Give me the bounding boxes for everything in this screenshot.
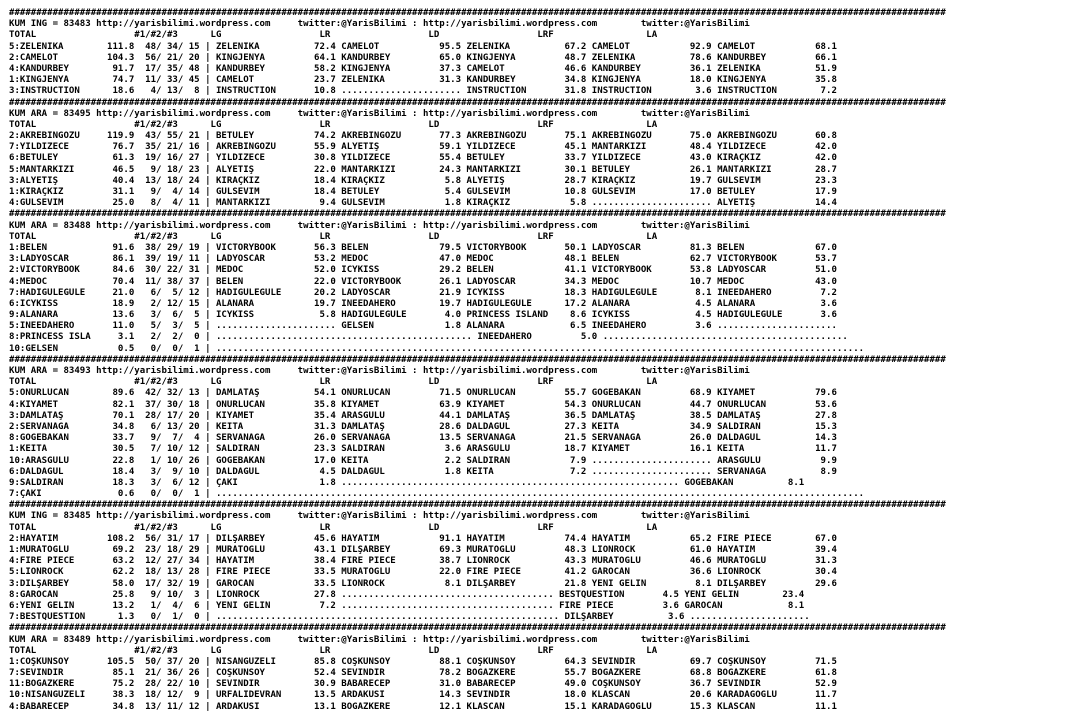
result-row: 6:DALDAGÜL 18.4 3/ 9/ 10 | DALDAGÜL 4.5 DALDAGÜL 1.8 KEITA 7.2 ...................... SERVANAĞA 8.9	[9, 466, 837, 477]
result-row: 2:SERVANAĞA 34.8 6/ 13/ 20 | KEITA 31.3 DAMLATAŞ 28.6 DALDAGÜL 27.3 KEITA 34.9 SALDIRAN 15.3	[9, 421, 837, 432]
result-row: 3:ALYETİŞ 40.4 13/ 18/ 24 | KIRAÇKIZ 18.4 KIRAÇKIZ 5.8 ALYETİŞ 28.7 KIRAÇKIZ 19.7 GÜLSEVİM 23.3	[9, 175, 837, 186]
column-header-line: TOTAL #1/#2/#3 LG LR LD LRF LA	[9, 30, 658, 41]
result-row: 1:COŞKUNSOY 105.5 50/ 37/ 20 | NİSANGÜZELİ 85.8 COŞKUNSOY 88.1 COŞKUNSOY 64.3 SEVİNDİR 69.7 COŞKUNSOY 71.5	[9, 656, 837, 667]
result-row: 6:BETÜLEY 61.3 19/ 16/ 27 | YILDIZECE 30.8 YILDIZECE 55.4 BETÜLEY 33.7 YILDIZECE 43.0 KIRAÇKIZ 42.0	[9, 153, 837, 164]
result-row: 7:BESTQUESTION 1.3 0/ 1/ 0 | ............................................................... DİLŞARBEY 3.6 ......................	[9, 612, 810, 623]
result-row: 4:BABARECEP 34.8 13/ 11/ 12 | ARDAKUSİ 13.1 BOĞAZKERE 12.1 KLASCAN 15.1 KARADAĞOĞLU 15.3 KLASCAN 11.1	[9, 701, 837, 712]
column-header-line: TOTAL #1/#2/#3 LG LR LD LRF LA	[9, 522, 658, 533]
result-row: 6:YENİ GELİN 13.2 1/ 4/ 6 | YENİ GELİN 7.2 ....................................... FIRE PIECE 3.6 GAROCAN 8.1	[9, 600, 805, 611]
result-row: 8:GAROCAN 25.8 9/ 10/ 3 | LIONROCK 27.8 ....................................... BESTQUESTION 4.5 YENİ GELİN 23.4	[9, 589, 805, 600]
race-header-line: KUM ARA = 83493 http://yarisbilimi.wordpress.com twitter:@YarisBilimi : http://yarisbilimi.wordpress.com twitter:@YarisBilimi	[9, 366, 750, 376]
result-row: 5:ZELENİKA 111.8 48/ 34/ 15 | ZELENİKA 72.4 CAMELOT 95.5 ZELENİKA 67.2 CAMELOT 92.9 CAMELOT 68.1	[9, 41, 837, 52]
result-row: 3:DAMLATAŞ 70.1 28/ 17/ 20 | KIYAMET 35.4 ARASGÜLÜ 44.1 DAMLATAŞ 36.5 DAMLATAŞ 38.5 DAMLATAŞ 27.8	[9, 410, 837, 421]
race-header-line: KUM ARA = 83495 http://yarisbilimi.wordpress.com twitter:@YarisBilimi : http://yarisbilimi.wordpress.com twitter:@YarisBilimi	[9, 108, 750, 119]
result-row: 3:DİLŞARBEY 58.0 17/ 32/ 19 | GAROCAN 33.5 LIONROCK 8.1 DİLŞARBEY 21.8 YENİ GELİN 8.1 DİLŞARBEY 29.6	[9, 578, 837, 589]
separator-line: ############################################################################################################################################################################	[9, 354, 946, 365]
result-row: 5:LIONROCK 62.2 18/ 13/ 28 | FIRE PIECE 33.5 MURATOĞLU 22.0 FIRE PIECE 41.2 GAROCAN 36.6 LIONROCK 30.4	[9, 567, 837, 578]
result-row: 4:FIRE PIECE 63.2 12/ 27/ 34 | HAYATIM 38.4 FIRE PIECE 38.7 LIONROCK 43.3 MURATOĞLU 46.6 MURATOĞLU 31.3	[9, 556, 837, 567]
result-row: 10:GELSEN 0.5 0/ 0/ 1 | .......................................................................................................................	[9, 343, 865, 354]
result-row: 2:AKREBİNGÖZÜ 119.9 43/ 55/ 21 | BETÜLEY 74.2 AKREBİNGÖZÜ 77.3 AKREBİNGÖZÜ 75.1 AKREBİNGÖZÜ 75.0 AKREBİNGÖZÜ 60.8	[9, 131, 837, 142]
result-row: 4:MEDOC 70.4 11/ 38/ 37 | BELEN 22.0 VICTORYBOOK 26.1 LADYOSCAR 34.3 MEDOC 10.7 MEDOC 43.0	[9, 276, 837, 287]
separator-line: ############################################################################################################################################################################	[9, 209, 946, 220]
race-header-line: KUM ARA = 83489 http://yarisbilimi.wordpress.com twitter:@YarisBilimi : http://yarisbilimi.wordpress.com twitter:@YarisBilimi	[9, 634, 750, 645]
race-header-line: KUM ING = 83485 http://yarisbilimi.wordpress.com twitter:@YarisBilimi : http://yarisbilimi.wordpress.com twitter:@YarisBilimi	[9, 511, 750, 522]
result-row: 4:KANDURBEY 91.7 17/ 35/ 48 | KANDURBEY 58.2 KINGJENYA 37.3 CAMELOT 46.6 KANDURBEY 36.1 ZELENİKA 51.9	[9, 63, 837, 74]
result-row: 1:MURATOĞLU 69.2 23/ 18/ 29 | MURATOĞLU 43.1 DİLŞARBEY 69.3 MURATOĞLU 48.3 LIONROCK 61.0 HAYATIM 39.4	[9, 545, 837, 555]
separator-line: ############################################################################################################################################################################	[9, 97, 946, 108]
result-row: 7:SEVİNDİR 85.1 21/ 36/ 26 | COŞKUNSOY 52.4 SEVİNDİR 78.2 BOĞAZKERE 55.7 BOĞAZKERE 68.8 BOĞAZKERE 61.8	[9, 668, 837, 679]
column-header-line: TOTAL #1/#2/#3 LG LR LD LRF LA	[9, 231, 658, 242]
column-header-line: TOTAL #1/#2/#3 LG LR LD LRF LA	[9, 645, 658, 656]
separator-line: ############################################################################################################################################################################	[9, 623, 946, 634]
result-row: 7:YILDIZECE 76.7 35/ 21/ 16 | AKREBİNGÖZÜ 55.9 ALYETİŞ 59.1 YILDIZECE 45.1 MANTARKIZI 48.4 YILDIZECE 42.0	[9, 142, 837, 153]
result-row: 1:BELEN 91.6 38/ 29/ 19 | VICTORYBOOK 56.3 BELEN 79.5 VICTORYBOOK 50.1 LADYOSCAR 81.3 BELEN 67.0	[9, 242, 837, 253]
separator-line: ############################################################################################################################################################################	[9, 8, 946, 18]
result-row: 8:GÖĞEBAKAN 33.7 9/ 7/ 4 | SERVANAĞA 26.0 SERVANAĞA 13.5 SERVANAĞA 21.5 SERVANAĞA 26.0 DALDAGÜL 14.3	[9, 433, 837, 444]
result-row: 11:BOĞAZKERE 75.2 28/ 22/ 10 | SEVİNDİR 30.9 BABARECEP 31.0 BABARECEP 49.0 COŞKUNSOY 36.7 SEVİNDİR 52.9	[9, 679, 837, 690]
column-header-line: TOTAL #1/#2/#3 LG LR LD LRF LA	[9, 377, 658, 388]
result-row: 7:HADIGÜLEGÜLE 21.0 6/ 5/ 12 | HADIGÜLEGÜLE 20.2 LADYOSCAR 21.9 ICYKISS 18.3 HADIGÜLEGÜLE 8.1 INEEDAHERO 7.2	[9, 287, 837, 298]
result-row: 3:LADYOSCAR 86.1 39/ 19/ 11 | LADYOSCAR 53.2 MEDOC 47.0 MEDOC 48.1 BELEN 62.7 VICTORYBOOK 53.7	[9, 254, 837, 265]
result-row: 1:KIRAÇKIZ 31.1 9/ 4/ 14 | GÜLSEVİM 18.4 BETÜLEY 5.4 GÜLSEVİM 10.8 GÜLSEVİM 17.0 BETÜLEY 17.9	[9, 187, 837, 197]
race-header-line: KUM ARA = 83488 http://yarisbilimi.wordpress.com twitter:@YarisBilimi : http://yarisbilimi.wordpress.com twitter:@YarisBilimi	[9, 220, 750, 231]
result-row: 10:NİSANGÜZELİ 38.3 18/ 12/ 9 | URFALIDEVRAN 13.5 ARDAKUSİ 14.3 SEVİNDİR 18.0 KLASCAN 20.6 KARADAĞOĞLU 11.7	[9, 690, 837, 701]
result-row: 4:GÜLSEVİM 25.0 8/ 4/ 11 | MANTARKIZI 9.4 GÜLSEVİM 1.8 KIRAÇKIZ 5.8 ...................... ALYETİŞ 14.4	[9, 198, 837, 209]
result-row: 5:ONURLUCAN 89.6 42/ 32/ 13 | DAMLATAŞ 54.1 ONURLUCAN 71.5 ONURLUCAN 55.7 GÖĞEBAKAN 68.9 KIYAMET 79.6	[9, 388, 837, 399]
result-row: 1:KINGJENYA 74.7 11/ 33/ 45 | CAMELOT 23.7 ZELENİKA 31.3 KANDURBEY 34.8 KINGJENYA 18.0 KINGJENYA 35.8	[9, 75, 837, 86]
result-row: 9:SALDIRAN 18.3 3/ 6/ 12 | ÇAKI 1.8 .............................................................. GÖĞEBAKAN 8.1	[9, 477, 805, 488]
separator-line: ############################################################################################################################################################################	[9, 500, 946, 511]
race-header-line: KUM ING = 83483 http://yarisbilimi.wordpress.com twitter:@YarisBilimi : http://yarisbilimi.wordpress.com twitter:@YarisBilimi	[9, 19, 750, 30]
result-row: 8:PRINCESS ISLA 3.1 2/ 2/ 0 | ............................................... INEEDAHERO 5.0 .............................................	[9, 332, 848, 343]
result-row: 9:ALANARA 13.6 3/ 6/ 5 | ICYKISS 5.8 HADIGÜLEGÜLE 4.0 PRINCESS ISLAND 8.6 ICYKISS 4.5 HADIGÜLEGÜLE 3.6	[9, 310, 837, 321]
result-row: 6:ICYKISS 18.9 2/ 12/ 15 | ALANARA 19.7 INEEDAHERO 19.7 HADIGÜLEGÜLE 17.2 ALANARA 4.5 ALANARA 3.6	[9, 298, 837, 309]
result-row: 5:INEEDAHERO 11.0 5/ 3/ 5 | ...................... GELSEN 1.8 ALANARA 6.5 INEEDAHERO 3.6 ......................	[9, 321, 837, 332]
result-row: 2:HAYATIM 108.2 56/ 31/ 17 | DİLŞARBEY 45.6 HAYATIM 91.1 HAYATIM 74.4 HAYATIM 65.2 FIRE PIECE 67.0	[9, 533, 837, 544]
result-row: 3:INSTRUCTION 18.6 4/ 13/ 8 | INSTRUCTION 10.8 ...................... INSTRUCTION 31.8 INSTRUCTION 3.6 INSTRUCTION 7.2	[9, 86, 837, 97]
result-row: 2:CAMELOT 104.3 56/ 21/ 20 | KINGJENYA 64.1 KANDURBEY 65.0 KINGJENYA 48.7 ZELENİKA 78.6 KANDURBEY 66.1	[9, 52, 837, 63]
result-row: 2:VICTORYBOOK 84.6 30/ 22/ 31 | MEDOC 52.0 ICYKISS 29.2 BELEN 41.1 VICTORYBOOK 53.8 LADYOSCAR 51.0	[9, 265, 837, 276]
result-row: 10:ARASGÜLÜ 22.8 1/ 10/ 26 | GÖĞEBAKAN 17.0 KEITA 2.2 SALDIRAN 7.9 ...................... ARASGÜLÜ 9.9	[9, 455, 837, 466]
result-row: 5:MANTARKIZI 46.5 9/ 18/ 23 | ALYETİŞ 22.0 MANTARKIZI 24.3 MANTARKIZI 30.1 BETÜLEY 26.1 MANTARKIZI 28.7	[9, 164, 837, 175]
result-row: 1:KEITA 30.5 7/ 10/ 12 | SALDIRAN 23.3 SALDIRAN 3.6 ARASGÜLÜ 18.7 KIYAMET 16.1 KEITA 11.7	[9, 444, 837, 455]
result-row: 4:KIYAMET 82.1 37/ 30/ 18 | ONURLUCAN 35.8 KIYAMET 63.9 KIYAMET 54.3 ONURLUCAN 44.7 ONURLUCAN 53.6	[9, 399, 837, 410]
result-row: 7:ÇAKI 0.6 0/ 0/ 1 | .......................................................................................................................	[9, 489, 865, 500]
column-header-line: TOTAL #1/#2/#3 LG LR LD LRF LA	[9, 119, 658, 130]
